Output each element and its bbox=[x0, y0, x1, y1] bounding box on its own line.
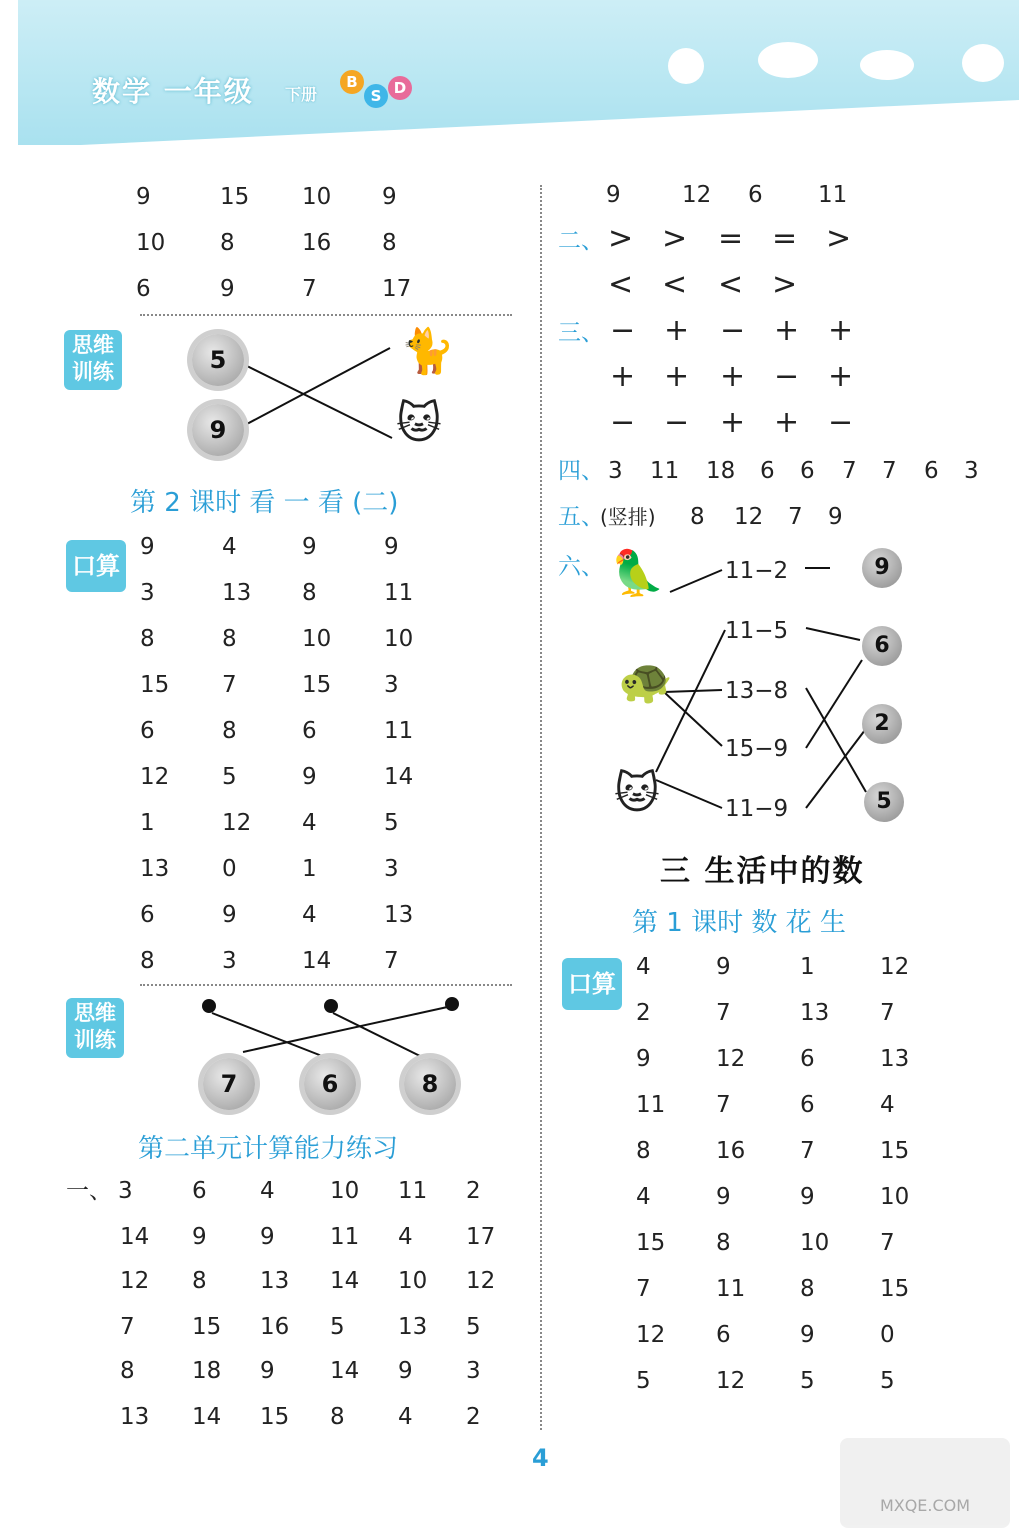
answer: 8 bbox=[140, 948, 155, 974]
result-ball: 5 bbox=[864, 782, 904, 822]
answer: 7 bbox=[120, 1314, 135, 1340]
operator: + bbox=[774, 313, 800, 348]
answer: 9 bbox=[716, 1184, 731, 1210]
chapter-title: 三 生活中的数 bbox=[660, 854, 865, 889]
answer: 4 bbox=[302, 810, 317, 836]
expression: 11−5 bbox=[725, 618, 789, 644]
answer: 1 bbox=[140, 810, 155, 836]
answer: 5 bbox=[800, 1368, 815, 1394]
answer: 17 bbox=[382, 276, 412, 302]
answer: 3 bbox=[118, 1178, 133, 1204]
volume-label: 下册 bbox=[285, 85, 318, 104]
answer: 5 bbox=[222, 764, 237, 790]
answer: 3 bbox=[140, 580, 155, 606]
dot bbox=[324, 999, 338, 1013]
answer: 15 bbox=[880, 1138, 910, 1164]
answer: 15 bbox=[260, 1404, 290, 1430]
answer: 14 bbox=[384, 764, 414, 790]
turtle-icon: 🐢 bbox=[618, 656, 673, 707]
operator: + bbox=[720, 359, 746, 394]
parrot-icon: 🦜 bbox=[610, 548, 665, 599]
answer: 13 bbox=[398, 1314, 428, 1340]
edition-d: D bbox=[388, 76, 412, 100]
answer: 3 bbox=[384, 672, 399, 698]
answer: 14 bbox=[192, 1404, 222, 1430]
comparison-sign: < bbox=[718, 267, 744, 302]
answer: 11 bbox=[636, 1092, 666, 1118]
answer: 6 bbox=[760, 458, 775, 484]
comparison-sign: > bbox=[608, 221, 634, 256]
operator: + bbox=[610, 359, 636, 394]
page-number: 4 bbox=[532, 1444, 549, 1472]
answer: 12 bbox=[466, 1268, 496, 1294]
answer: 8 bbox=[330, 1404, 345, 1430]
answer: 16 bbox=[716, 1138, 746, 1164]
answer: 6 bbox=[140, 902, 155, 928]
operator: − bbox=[664, 405, 690, 440]
answer: 12 bbox=[716, 1368, 746, 1394]
answer: 11 bbox=[716, 1276, 746, 1302]
answer: 9 bbox=[716, 954, 731, 980]
answer: 6 bbox=[748, 182, 763, 208]
operator: + bbox=[828, 313, 854, 348]
comparison-sign: > bbox=[826, 221, 852, 256]
flower-card: 7 bbox=[203, 1058, 255, 1110]
answer: 6 bbox=[140, 718, 155, 744]
answer: 3 bbox=[384, 856, 399, 882]
answer: 11 bbox=[384, 718, 414, 744]
operator: + bbox=[774, 405, 800, 440]
answer: 12 bbox=[636, 1322, 666, 1348]
answer: 6 bbox=[800, 458, 815, 484]
answer: 3 bbox=[222, 948, 237, 974]
answer: 15 bbox=[140, 672, 170, 698]
answer: 9 bbox=[136, 184, 151, 210]
answer: 7 bbox=[716, 1000, 731, 1026]
answer: 12 bbox=[222, 810, 252, 836]
answer: 7 bbox=[880, 1230, 895, 1256]
answer: 7 bbox=[800, 1138, 815, 1164]
answer: 9 bbox=[800, 1322, 815, 1348]
answer: 11 bbox=[818, 182, 848, 208]
answer: 7 bbox=[384, 948, 399, 974]
thinking-training-badge: 思维 训练 bbox=[66, 998, 124, 1058]
answer: 14 bbox=[330, 1268, 360, 1294]
answer: 9 bbox=[382, 184, 397, 210]
comparison-sign: < bbox=[608, 267, 634, 302]
answer: 8 bbox=[690, 504, 705, 530]
expression: 11−2 bbox=[725, 558, 789, 584]
answer: 3 bbox=[964, 458, 979, 484]
answer: 8 bbox=[192, 1268, 207, 1294]
answer: 15 bbox=[636, 1230, 666, 1256]
answer: 5 bbox=[880, 1368, 895, 1394]
answer: 15 bbox=[880, 1276, 910, 1302]
dot bbox=[202, 999, 216, 1013]
answer: 9 bbox=[384, 534, 399, 560]
answer: 1 bbox=[800, 954, 815, 980]
answer: 12 bbox=[682, 182, 712, 208]
answer: 9 bbox=[140, 534, 155, 560]
answer: 7 bbox=[882, 458, 897, 484]
flower-card: 9 bbox=[192, 404, 244, 456]
answer: 13 bbox=[800, 1000, 830, 1026]
answer: 7 bbox=[636, 1276, 651, 1302]
answer: 13 bbox=[222, 580, 252, 606]
subject-grade: 数学 一年级 bbox=[92, 75, 254, 108]
answer: 6 bbox=[800, 1046, 815, 1072]
answer: 10 bbox=[302, 626, 332, 652]
answer: 7 bbox=[222, 672, 237, 698]
edition-s: S bbox=[364, 84, 388, 108]
cat-icon: 🐱 bbox=[614, 768, 660, 819]
operator: − bbox=[610, 405, 636, 440]
answer: 2 bbox=[636, 1000, 651, 1026]
answer: 7 bbox=[716, 1092, 731, 1118]
operator: + bbox=[664, 359, 690, 394]
answer: 9 bbox=[302, 764, 317, 790]
answer: 14 bbox=[120, 1224, 150, 1250]
answer: 14 bbox=[302, 948, 332, 974]
answer: 9 bbox=[260, 1224, 275, 1250]
mental-math-badge: 口算 bbox=[562, 958, 622, 1010]
answer: 0 bbox=[880, 1322, 895, 1348]
answer: 8 bbox=[220, 230, 235, 256]
answer: 11 bbox=[330, 1224, 360, 1250]
operator: + bbox=[664, 313, 690, 348]
answer: 9 bbox=[260, 1358, 275, 1384]
flower-card: 8 bbox=[404, 1058, 456, 1110]
answer: 14 bbox=[330, 1358, 360, 1384]
answer: 8 bbox=[222, 626, 237, 652]
answer: 16 bbox=[260, 1314, 290, 1340]
answer: 13 bbox=[260, 1268, 290, 1294]
answer: 6 bbox=[302, 718, 317, 744]
answer: 11 bbox=[384, 580, 414, 606]
comparison-sign: > bbox=[662, 221, 688, 256]
question-label: 五、 bbox=[558, 504, 604, 530]
answer: 11 bbox=[650, 458, 680, 484]
answer: 16 bbox=[302, 230, 332, 256]
answer: 4 bbox=[302, 902, 317, 928]
answer: 12 bbox=[140, 764, 170, 790]
answer: 10 bbox=[330, 1178, 360, 1204]
divider bbox=[140, 984, 512, 986]
question-label: 一、 bbox=[66, 1178, 112, 1204]
answer: 9 bbox=[828, 504, 843, 530]
answer: 15 bbox=[220, 184, 250, 210]
divider bbox=[140, 314, 512, 316]
expression: 15−9 bbox=[725, 736, 789, 762]
answer: 10 bbox=[800, 1230, 830, 1256]
answer: 18 bbox=[706, 458, 736, 484]
answer: 3 bbox=[608, 458, 623, 484]
answer: 5 bbox=[384, 810, 399, 836]
answer: 8 bbox=[636, 1138, 651, 1164]
answer: 4 bbox=[636, 1184, 651, 1210]
dot bbox=[445, 997, 459, 1011]
answer: 5 bbox=[466, 1314, 481, 1340]
expression: 13−8 bbox=[725, 678, 789, 704]
answer: 7 bbox=[880, 1000, 895, 1026]
answer: 6 bbox=[800, 1092, 815, 1118]
edition-b: B bbox=[340, 70, 364, 94]
answer: 6 bbox=[192, 1178, 207, 1204]
thinking-training-badge: 思维 训练 bbox=[64, 330, 122, 390]
answer: 7 bbox=[842, 458, 857, 484]
comparison-sign: > bbox=[772, 267, 798, 302]
result-ball: 2 bbox=[862, 704, 902, 744]
answer: 17 bbox=[466, 1224, 496, 1250]
flower-card: 6 bbox=[304, 1058, 356, 1110]
answer: 7 bbox=[788, 504, 803, 530]
answer: 13 bbox=[384, 902, 414, 928]
answer: 4 bbox=[880, 1092, 895, 1118]
answer: 10 bbox=[398, 1268, 428, 1294]
mental-math-badge: 口算 bbox=[66, 540, 126, 592]
answer: 4 bbox=[260, 1178, 275, 1204]
answer: 8 bbox=[140, 626, 155, 652]
answer: 6 bbox=[136, 276, 151, 302]
answer: 9 bbox=[220, 276, 235, 302]
operator: − bbox=[720, 313, 746, 348]
unit-title: 第二单元计算能力练习 bbox=[138, 1134, 399, 1164]
answer: 5 bbox=[330, 1314, 345, 1340]
answer: 5 bbox=[636, 1368, 651, 1394]
answer: 15 bbox=[192, 1314, 222, 1340]
answer: 9 bbox=[192, 1224, 207, 1250]
answer: 12 bbox=[716, 1046, 746, 1072]
operator: − bbox=[828, 405, 854, 440]
answer: 9 bbox=[398, 1358, 413, 1384]
answer: 10 bbox=[302, 184, 332, 210]
cat-icon: 🐈 bbox=[400, 326, 455, 377]
answer: 9 bbox=[636, 1046, 651, 1072]
answer: 15 bbox=[302, 672, 332, 698]
flower-card: 5 bbox=[192, 334, 244, 386]
note: (竖排) bbox=[600, 505, 656, 529]
answer: 6 bbox=[716, 1322, 731, 1348]
question-label: 六、 bbox=[558, 554, 604, 580]
answer: 8 bbox=[800, 1276, 815, 1302]
watermark-logo: MXQE.COM bbox=[840, 1438, 1010, 1528]
answer: 8 bbox=[716, 1230, 731, 1256]
answer: 12 bbox=[734, 504, 764, 530]
answer: 4 bbox=[636, 954, 651, 980]
operator: + bbox=[828, 359, 854, 394]
answer: 18 bbox=[192, 1358, 222, 1384]
question-label: 四、 bbox=[558, 458, 604, 484]
answer: 8 bbox=[120, 1358, 135, 1384]
answer: 6 bbox=[924, 458, 939, 484]
comparison-sign: = bbox=[772, 221, 798, 256]
answer: 8 bbox=[302, 580, 317, 606]
operator: − bbox=[610, 313, 636, 348]
answer: 10 bbox=[136, 230, 166, 256]
answer: 0 bbox=[222, 856, 237, 882]
answer: 9 bbox=[800, 1184, 815, 1210]
expression: 11−9 bbox=[725, 796, 789, 822]
result-ball: 6 bbox=[862, 626, 902, 666]
answer: 4 bbox=[398, 1224, 413, 1250]
lesson-title: 第 1 课时 数 花 生 bbox=[632, 908, 846, 938]
answer: 9 bbox=[302, 534, 317, 560]
operator: + bbox=[720, 405, 746, 440]
question-label: 二、 bbox=[558, 228, 604, 254]
answer: 10 bbox=[384, 626, 414, 652]
result-ball: 9 bbox=[862, 548, 902, 588]
question-label: 三、 bbox=[558, 320, 604, 346]
answer: 4 bbox=[398, 1404, 413, 1430]
answer: 8 bbox=[222, 718, 237, 744]
answer: 9 bbox=[606, 182, 621, 208]
answer: 11 bbox=[398, 1178, 428, 1204]
answer: 4 bbox=[222, 534, 237, 560]
cat-icon: 🐱 bbox=[396, 398, 442, 449]
answer: 9 bbox=[222, 902, 237, 928]
answer: 10 bbox=[880, 1184, 910, 1210]
answer: 8 bbox=[382, 230, 397, 256]
comparison-sign: = bbox=[718, 221, 744, 256]
answer: 13 bbox=[140, 856, 170, 882]
answer: 12 bbox=[120, 1268, 150, 1294]
answer: 1 bbox=[302, 856, 317, 882]
answer: 3 bbox=[466, 1358, 481, 1384]
answer: 7 bbox=[302, 276, 317, 302]
answer: 12 bbox=[880, 954, 910, 980]
answer: 2 bbox=[466, 1404, 481, 1430]
answer: 13 bbox=[880, 1046, 910, 1072]
answer: 13 bbox=[120, 1404, 150, 1430]
lesson-title: 第 2 课时 看 一 看 (二) bbox=[130, 488, 399, 518]
answer: 2 bbox=[466, 1178, 481, 1204]
operator: − bbox=[774, 359, 800, 394]
comparison-sign: < bbox=[662, 267, 688, 302]
